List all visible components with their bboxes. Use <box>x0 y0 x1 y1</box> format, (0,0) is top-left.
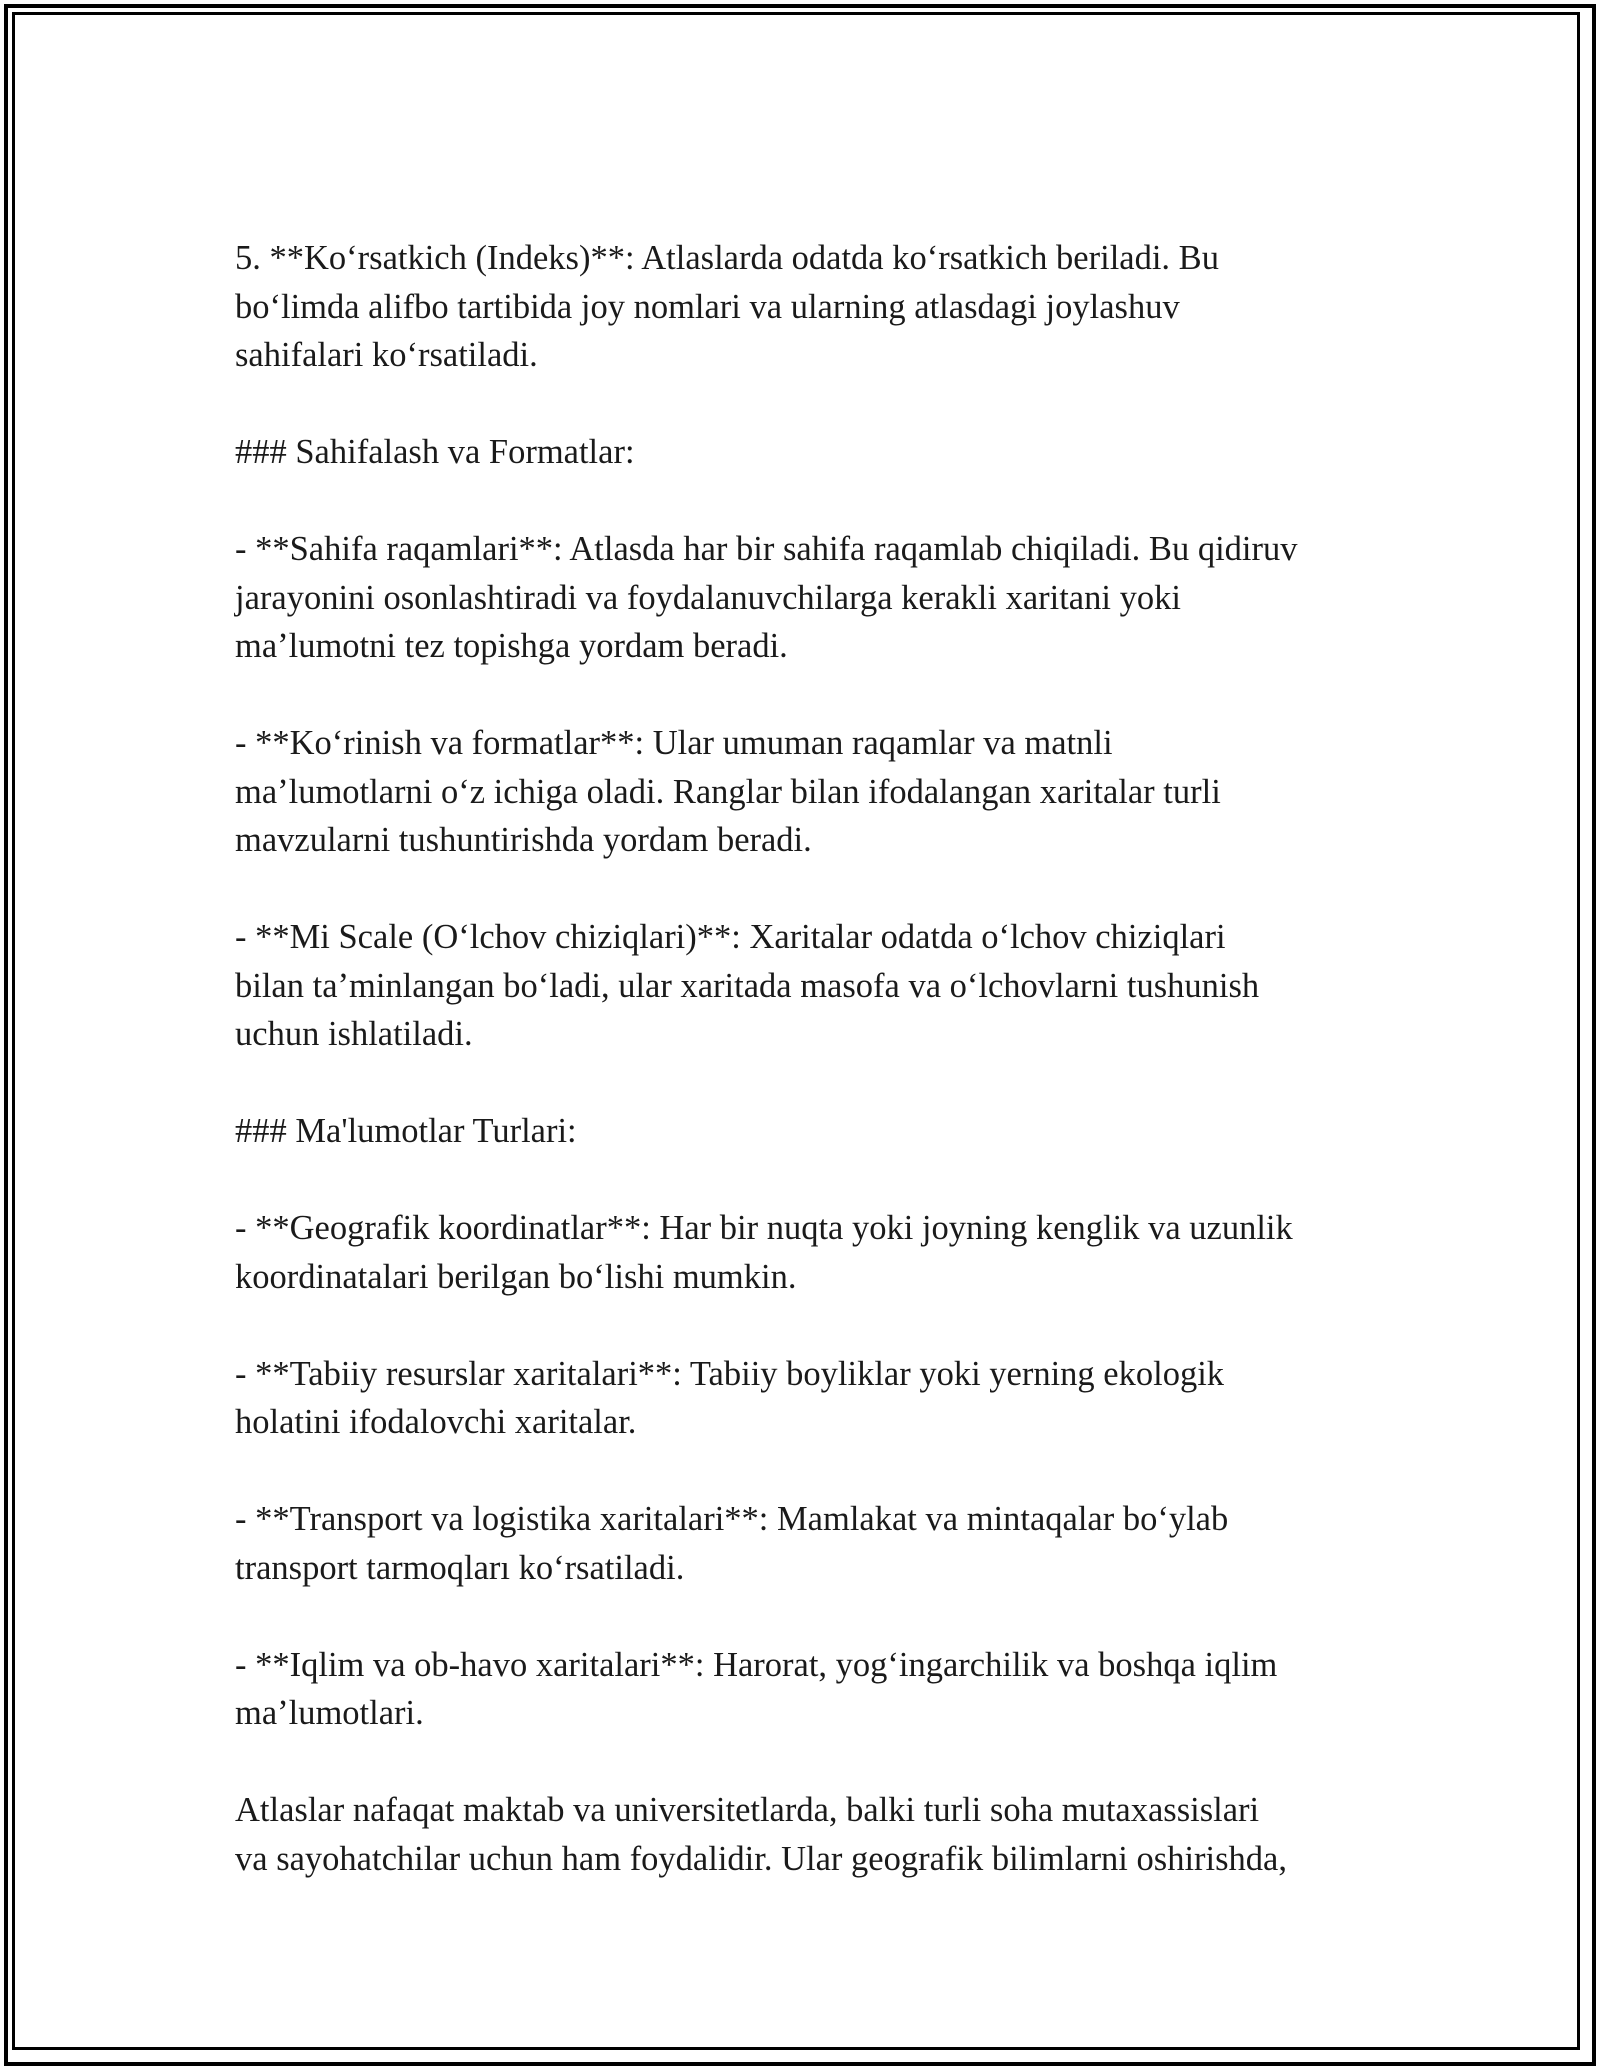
text-line: sahifalari koʻrsatiladi. <box>235 336 538 374</box>
text-line: - **Koʻrinish va formatlar**: Ular umuman raqamlar va matnli <box>235 724 1113 762</box>
text-line: - **Transport va logistika xaritalari**: Mamlakat va mintaqalar boʻylab <box>235 1500 1229 1538</box>
list-item-transport-logistika <box>235 1495 1385 1592</box>
text-line: koordinatalari berilgan boʻlishi mumkin. <box>235 1257 797 1296</box>
text-line: holatini ifodalovchi xaritalar. <box>235 1403 637 1441</box>
document-body <box>235 234 1385 1932</box>
paragraph-closing <box>235 1786 1385 1883</box>
text-line: mavzularni tushuntirishda yordam beradi. <box>235 821 812 859</box>
text-line: - **Tabiiy resurslar xaritalari**: Tabiiy boyliklar yoki yerning ekologik <box>235 1354 1225 1393</box>
text-line: ### Ma'lumotlar Turlari: <box>235 1112 577 1150</box>
text-line: maʼlumotlari. <box>235 1694 424 1732</box>
text-line: 5. **Koʻrsatkich (Indeks)**: Atlaslarda odatda koʻrsatkich beriladi. Bu <box>235 239 1219 277</box>
text-line: uchun ishlatiladi. <box>235 1015 473 1053</box>
text-line: - **Iqlim va ob-havo xaritalari**: Harorat, yogʻingarchilik va boshqa iqlim <box>235 1645 1278 1684</box>
text-line: Atlaslar nafaqat maktab va universitetlarda, balki turli soha mutaxassislari <box>235 1791 1260 1829</box>
list-item-iqlim-obhavo <box>235 1641 1385 1738</box>
section-heading-malumotlar <box>235 1107 1385 1156</box>
text-line: ### Sahifalash va Formatlar: <box>235 433 635 471</box>
text-line: maʼlumotni tez topishga yordam beradi. <box>235 627 788 665</box>
list-item-sahifa-raqamlari <box>235 525 1385 671</box>
text-line: bilan taʼminlangan boʻladi, ular xaritada masofa va oʻlchovlarni tushunish <box>235 966 1260 1005</box>
list-item-geografik-koordinatlar <box>235 1204 1385 1301</box>
text-line: transport tarmoqları koʻrsatiladi. <box>235 1548 685 1587</box>
text-line: boʻlimda alifbo tartibida joy nomlari va ularning atlasdagi joylashuv <box>235 287 1180 326</box>
paragraph-index-item <box>235 234 1385 380</box>
text-line: maʼlumotlarni oʻz ichiga oladi. Ranglar bilan ifodalangan xaritalar turli <box>235 772 1221 811</box>
text-line: - **Geografik koordinatlar**: Har bir nuqta yoki joyning kenglik va uzunlik <box>235 1209 1293 1247</box>
text-line: - **Sahifa raqamlari**: Atlasda har bir sahifa raqamlab chiqiladi. Bu qidiruv <box>235 530 1298 568</box>
list-item-tabiiy-resurslar <box>235 1350 1385 1447</box>
list-item-mi-scale <box>235 913 1385 1059</box>
text-line: - **Mi Scale (Oʻlchov chiziqlari)**: Xaritalar odatda oʻlchov chiziqlari <box>235 918 1226 956</box>
section-heading-sahifalash <box>235 428 1385 477</box>
list-item-korinish-formatlar <box>235 719 1385 865</box>
text-line: va sayohatchilar uchun ham foydalidir. Ular geografik bilimlarni oshirishda, <box>235 1839 1287 1878</box>
text-line: jarayonini osonlashtiradi va foydalanuvchilarga kerakli xaritani yoki <box>235 578 1181 617</box>
